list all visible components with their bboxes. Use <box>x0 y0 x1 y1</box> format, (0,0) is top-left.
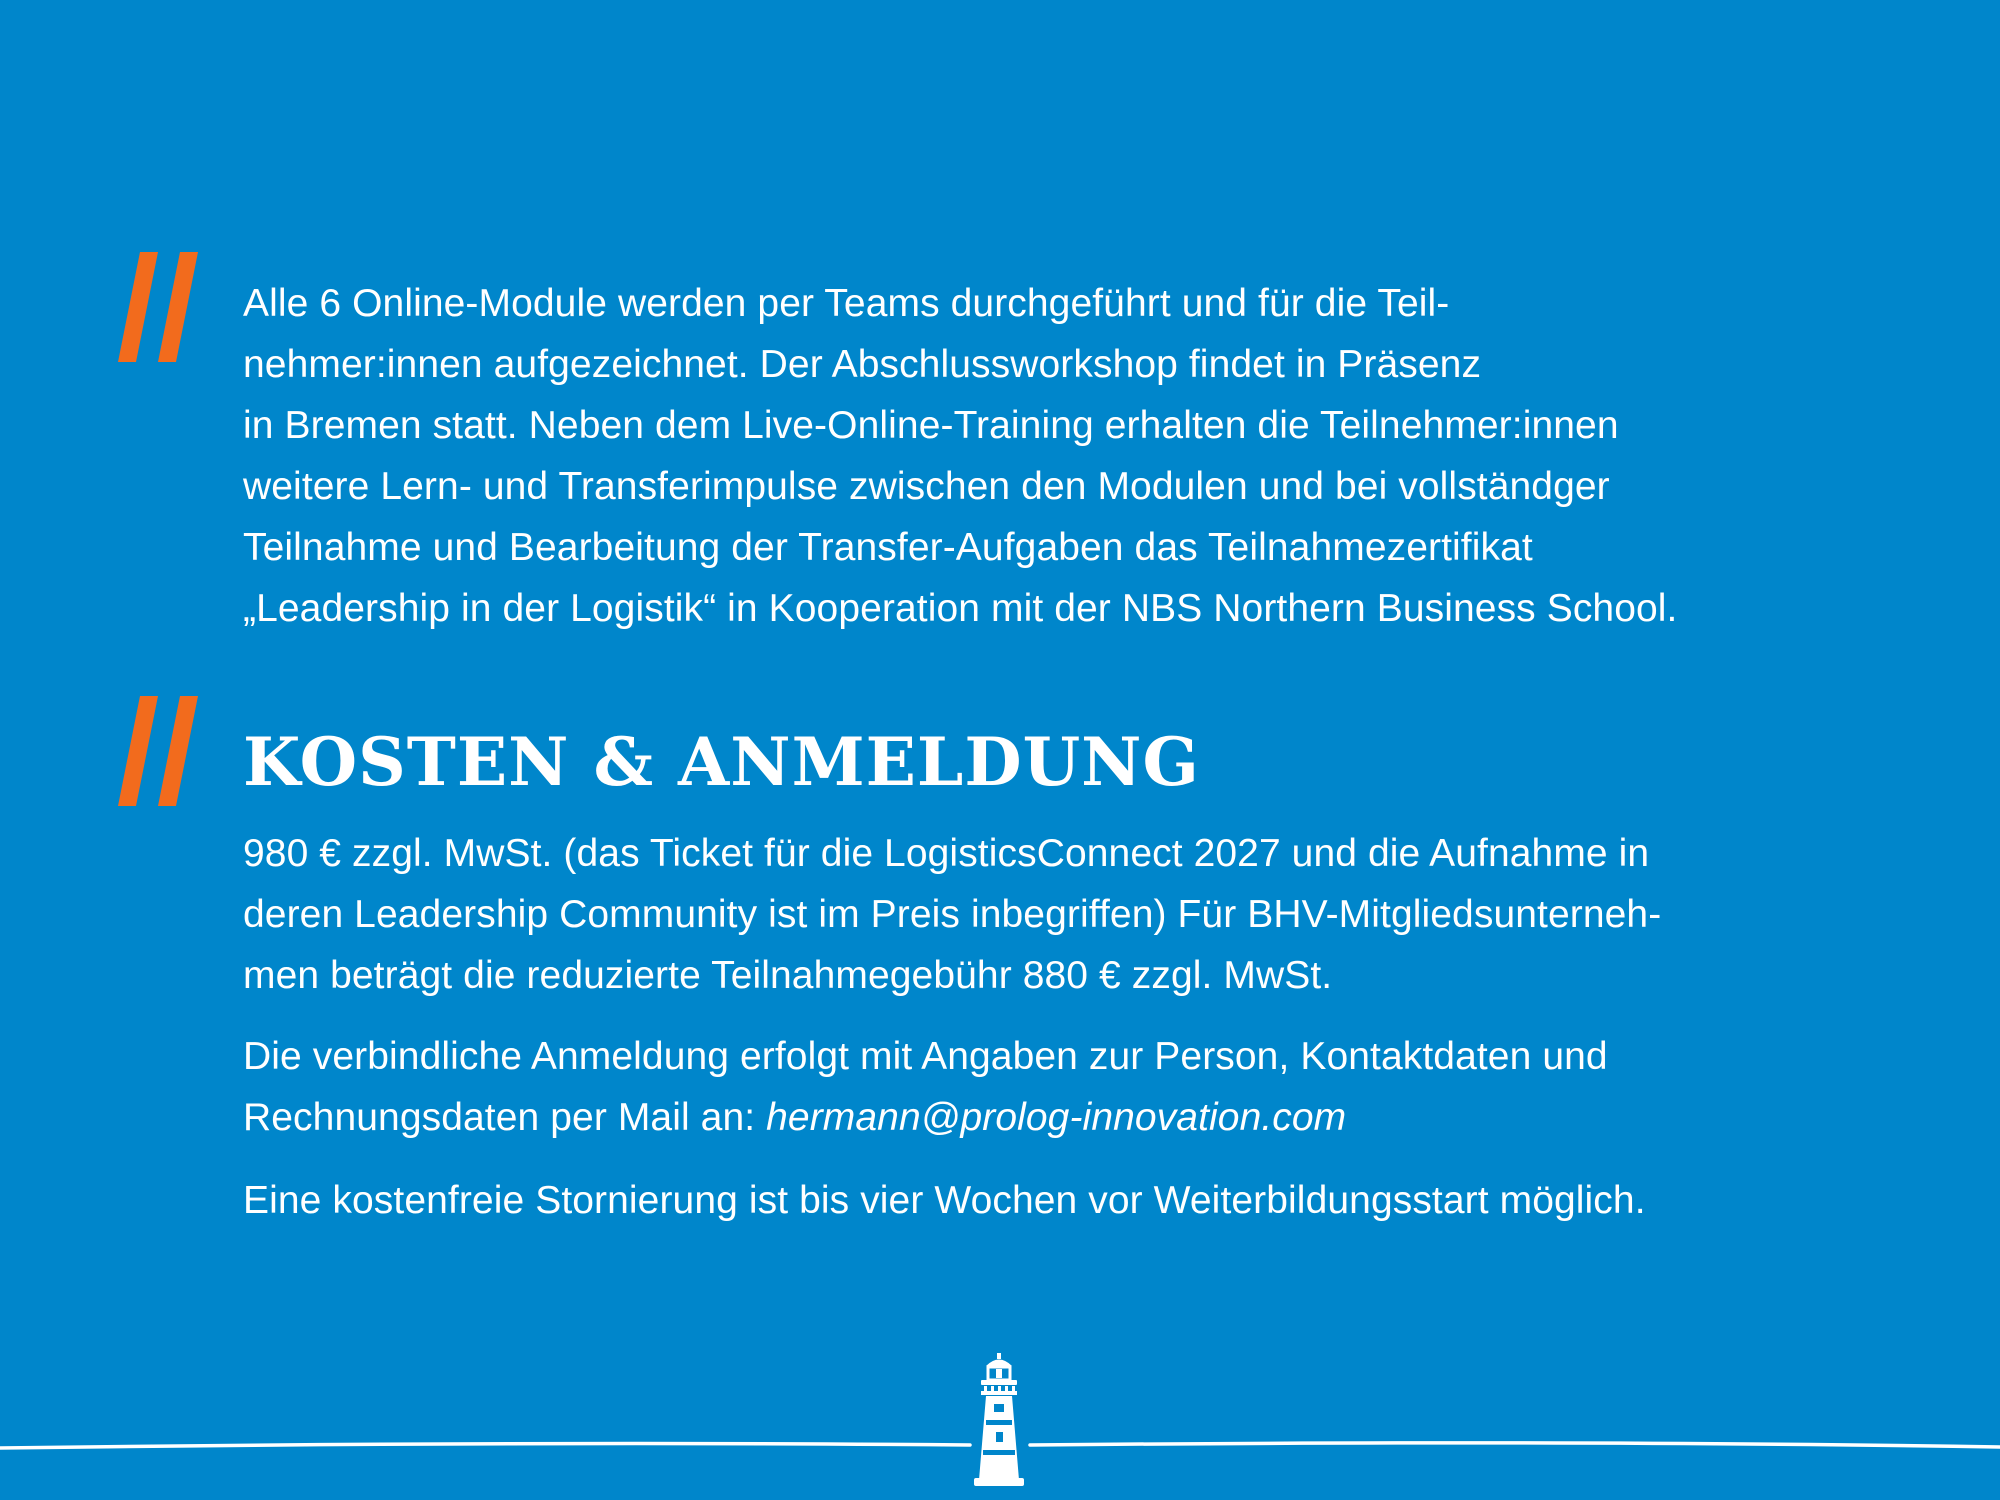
registration-paragraph <box>243 1026 1903 1148</box>
registration-prefix: Rechnungsdaten per Mail an: <box>243 1096 767 1139</box>
intro-line: „Leadership in der Logistik“ in Kooperation mit der NBS Northern Business School. <box>243 587 1678 630</box>
cancellation-paragraph <box>243 1170 1903 1231</box>
price-line: men beträgt die reduzierte Teilnahmegebühr 880 € zzgl. MwSt. <box>243 954 1333 997</box>
price-line: deren Leadership Community ist im Preis inbegriffen) Für BHV-Mitgliedsunterneh- <box>243 893 1662 936</box>
intro-paragraph <box>243 273 1903 639</box>
cancellation-line: Eine kostenfreie Stornierung ist bis vier Wochen vor Weiterbildungsstart möglich. <box>243 1179 1646 1222</box>
intro-line: weitere Lern- und Transferimpulse zwischen den Modulen und bei vollständger <box>243 465 1610 508</box>
price-line: 980 € zzgl. MwSt. (das Ticket für die LogisticsConnect 2027 und die Aufnahme in <box>243 832 1650 875</box>
email-link[interactable]: hermann@prolog-innovation.com <box>766 1096 1347 1139</box>
intro-line: nehmer:innen aufgezeichnet. Der Abschlussworkshop findet in Präsenz <box>243 343 1482 386</box>
price-paragraph <box>243 823 1903 1006</box>
section-heading: KOSTEN & ANMELDUNG <box>243 723 1200 801</box>
intro-line: in Bremen statt. Neben dem Live-Online-Training erhalten die Teilnehmer:innen <box>243 404 1619 447</box>
registration-line <box>243 1087 1903 1148</box>
intro-line: Alle 6 Online-Module werden per Teams durchgeführt und für die Teil- <box>243 282 1450 325</box>
double-slash-icon <box>118 696 208 806</box>
double-slash-icon <box>118 252 208 362</box>
lighthouse-icon <box>974 1353 1024 1486</box>
footer-graphic <box>0 1350 2000 1500</box>
registration-line: Die verbindliche Anmeldung erfolgt mit Angaben zur Person, Kontaktdaten und <box>243 1035 1608 1078</box>
intro-line: Teilnahme und Bearbeitung der Transfer-Aufgaben das Teilnahmezertifikat <box>243 526 1533 569</box>
